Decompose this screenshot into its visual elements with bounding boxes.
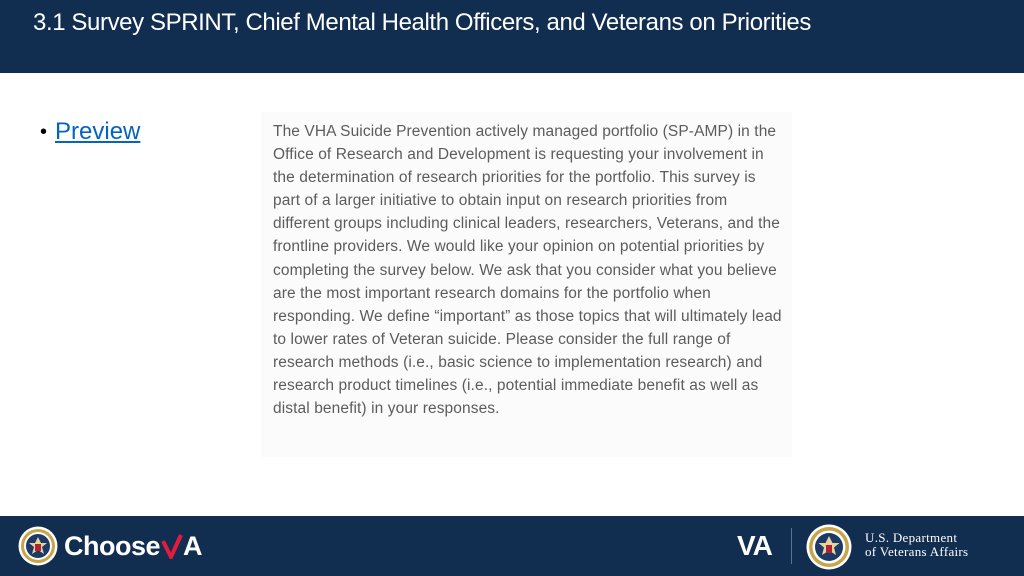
page-title: 3.1 Survey SPRINT, Chief Mental Health Officers, and Veterans on Priorities bbox=[33, 9, 811, 36]
header-bar bbox=[0, 0, 1024, 73]
va-seal-icon bbox=[806, 524, 852, 570]
bullet-dot-icon: • bbox=[40, 121, 48, 143]
survey-description-text: The VHA Suicide Prevention actively managed portfolio (SP-AMP) in the Office of Research and Development is requesting your involvement in the determination of research priorities for the portfolio. This survey is part of a larger initiative to obtain input on research priorities from different groups including clinical leaders, researchers, Veterans, and the frontline providers. We would like your opinion on potential priorities by completing the survey below. We ask that you consider what you believe are the most important research domains for the portfolio when responding. We define “important” as those topics that will ultimately lead to lower rates of Veteran suicide. Please consider the full range of research methods (i.e., basic science to implementation research) and research product timelines (i.e., potential immediate benefit as well as distal benefit) in your responses. bbox=[273, 123, 782, 418]
choose-va-prefix: Choose bbox=[64, 530, 161, 561]
department-name bbox=[865, 531, 968, 559]
department-name-line1: U.S. Department bbox=[865, 530, 958, 545]
footer-bar bbox=[0, 516, 1024, 576]
department-name-line2: of Veterans Affairs bbox=[865, 544, 969, 559]
va-logo: VA bbox=[737, 530, 772, 561]
footer-divider bbox=[791, 528, 792, 564]
survey-description-panel bbox=[261, 112, 792, 457]
checkmark-v-icon bbox=[161, 533, 183, 559]
bullet-list-item bbox=[40, 116, 140, 148]
choose-va-logo bbox=[64, 526, 202, 566]
choose-va-suffix: A bbox=[183, 530, 203, 561]
preview-link[interactable]: Preview bbox=[55, 118, 141, 145]
va-seal-icon bbox=[18, 526, 58, 566]
